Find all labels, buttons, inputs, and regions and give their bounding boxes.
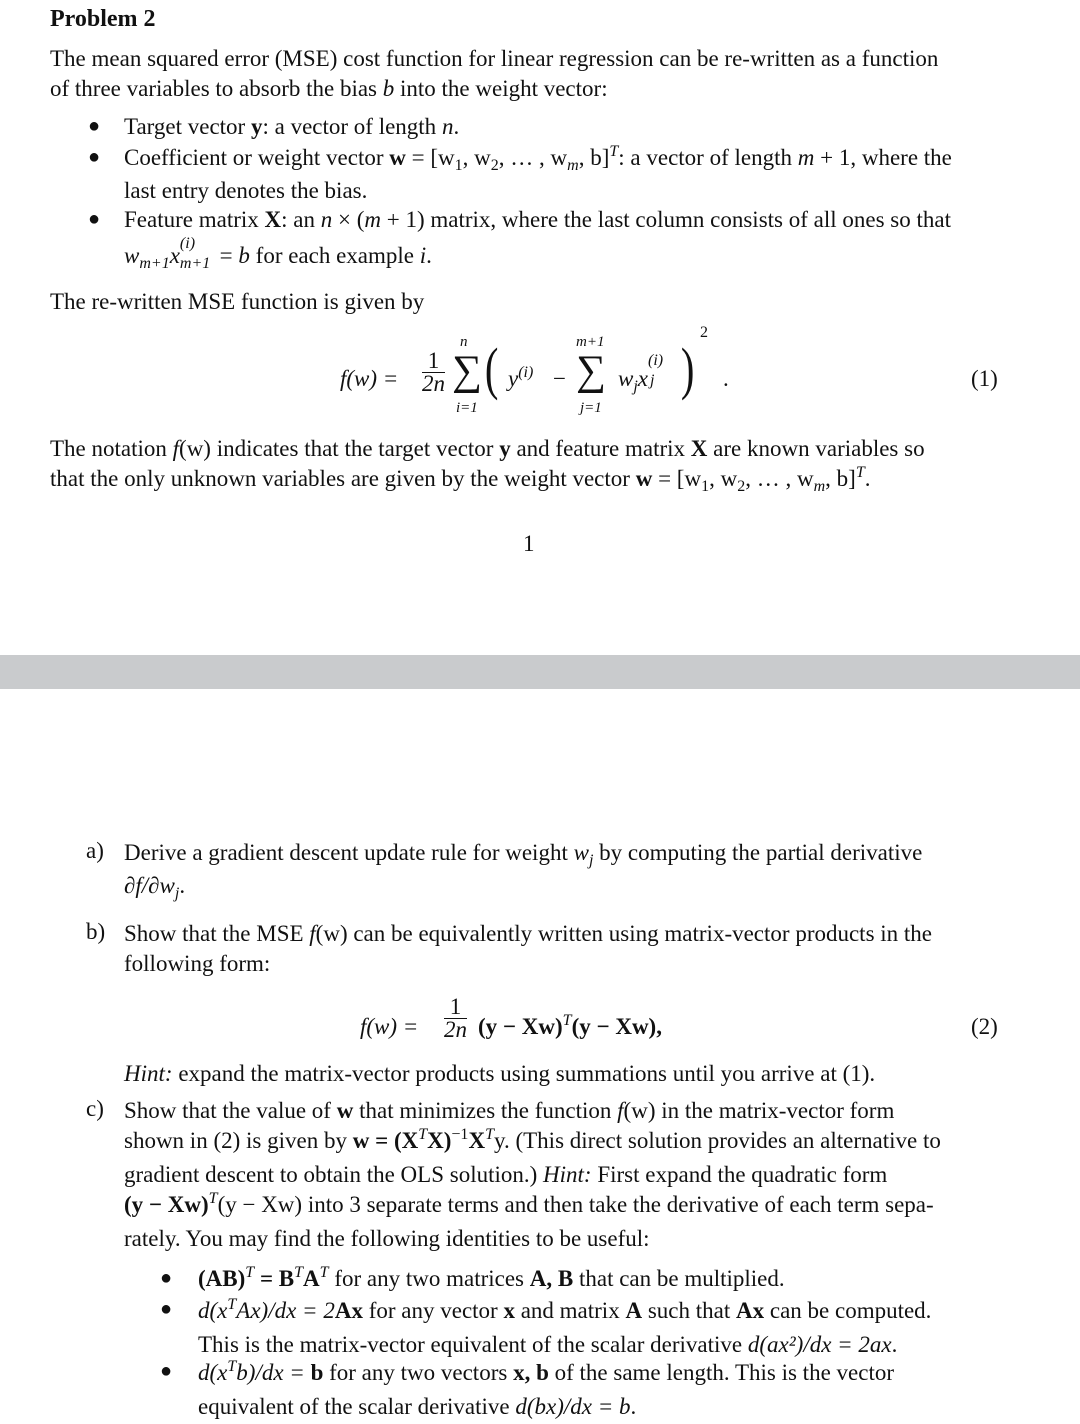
eq1-period: . <box>723 366 729 391</box>
bullet-dot: ● <box>160 1360 173 1382</box>
intro-paragraph <box>50 44 1008 104</box>
eq1-sum1-upper: n <box>460 334 468 350</box>
eq1-minus: − <box>553 366 566 391</box>
notation-paragraph: The notation f(w) indicates that the target vector y and feature matrix X are known variables so that the only unknown variables are given by the weight vector $w = [w_1$, $w_2$, … , $w_m$, b]$^T$. <box>50 436 925 495</box>
bullet-dot: ● <box>160 1267 173 1289</box>
identity-linear: $d(x^Tb)/dx = b$ for any two vectors x, b of the same length. This is the vector equivalent of the scalar derivative d(bx)/dx = b. <box>198 1358 894 1419</box>
eq1-right-paren: ) <box>680 336 695 401</box>
equation-2 <box>360 992 720 1062</box>
eq1-sum1-lower: i=1 <box>456 400 478 416</box>
problem-title: Problem 2 <box>50 6 156 32</box>
part-c-text: Show that the value of w that minimizes the function f(w) in the matrix-vector form shown in (2) is given by $w = (X^TX)^{-1}X^Ty$. (This direct solution provides an alternative to gradient descent to obtain the OLS solution.) Hint: First expand the quadratic form $(y - Xw)^T(y - Xw)$ into 3 separate terms and then take the derivative of each term sepa- rately. You may find the following identities to be useful: <box>124 1098 941 1251</box>
part-c-label: c) <box>86 1096 104 1121</box>
equation-1-number: (1) <box>971 366 998 391</box>
equation-2-number: (2) <box>971 1014 998 1039</box>
part-a-label: a) <box>86 838 104 863</box>
part-b-text: Show that the MSE f(w) can be equivalently written using matrix-vector products in the following form: <box>124 921 933 976</box>
eq1-wx: $w_jx$ (i) j <box>618 352 664 395</box>
bullet-dot: ● <box>160 1298 173 1320</box>
rewritten-intro: The re-written MSE function is given by <box>50 289 425 314</box>
page-number: 1 <box>523 531 535 556</box>
bullet-weight-vector: Coefficient or weight vector $w = [w_1$, $w_2$, … , $w_m$, b]$^T$: a vector of length m + 1, where the last entry denotes the bias. <box>124 143 952 203</box>
part-a-text: Derive a gradient descent update rule for weight $w_j$ by computing the partial derivative $\partial f/\partial w_j$. <box>124 840 923 902</box>
bullet-target-vector: Target vector y: a vector of length n. <box>124 114 460 139</box>
eq2-lhs: f(w) = <box>360 1014 419 1039</box>
hint-b: Hint: expand the matrix-vector products using summations until you arrive at (1). <box>124 1061 876 1086</box>
part-b-label: b) <box>86 919 106 944</box>
page-separator <box>0 655 1080 689</box>
intro-line-1: The mean squared error (MSE) cost function for linear regression can be re-written as a function <box>50 46 939 71</box>
document-page-1 <box>0 0 1080 655</box>
bullet-dot: ● <box>88 115 101 137</box>
document-page-2 <box>0 689 1080 1424</box>
eq1-power: 2 <box>700 324 708 341</box>
eq1-left-paren: ( <box>484 336 499 401</box>
eq1-fraction: $\frac{1}{2n}$ <box>422 348 445 396</box>
eq2-fraction: $\frac{1}{2n}$ <box>444 994 467 1042</box>
bullet-dot: ● <box>88 146 101 168</box>
eq1-lhs: f(w) = <box>340 366 399 391</box>
eq1-sum1-sigma: ∑ <box>452 348 482 394</box>
eq1-sum2-sigma: ∑ <box>576 348 606 394</box>
equation-1 <box>340 324 740 420</box>
bullet-dot: ● <box>88 208 101 230</box>
bullet-feature-matrix: Feature matrix X: an n × (m + 1) matrix, where the last column consists of all ones so that $w_{m+1}x$ (i) m+1 = b for each example i. <box>124 207 951 272</box>
eq2-body: $(y - Xw)^T(y - Xw)$, <box>478 1012 662 1039</box>
identity-transpose: $(AB)^T = B^TA^T$ for any two matrices A, B that can be multiplied. <box>198 1264 785 1291</box>
eq1-sum2-upper: m+1 <box>576 334 605 350</box>
eq1-sum2-lower: j=1 <box>580 400 602 416</box>
eq1-y: $y^{(i)}$ <box>508 364 534 391</box>
intro-line-2: of three variables to absorb the bias b into the weight vector: <box>50 76 608 101</box>
identity-quadratic: $d(x^TAx)/dx = 2Ax$ for any vector x and matrix A such that Ax can be computed. This is the matrix-vector equivalent of the scalar derivative d(ax²)/dx = 2ax. <box>198 1296 932 1357</box>
